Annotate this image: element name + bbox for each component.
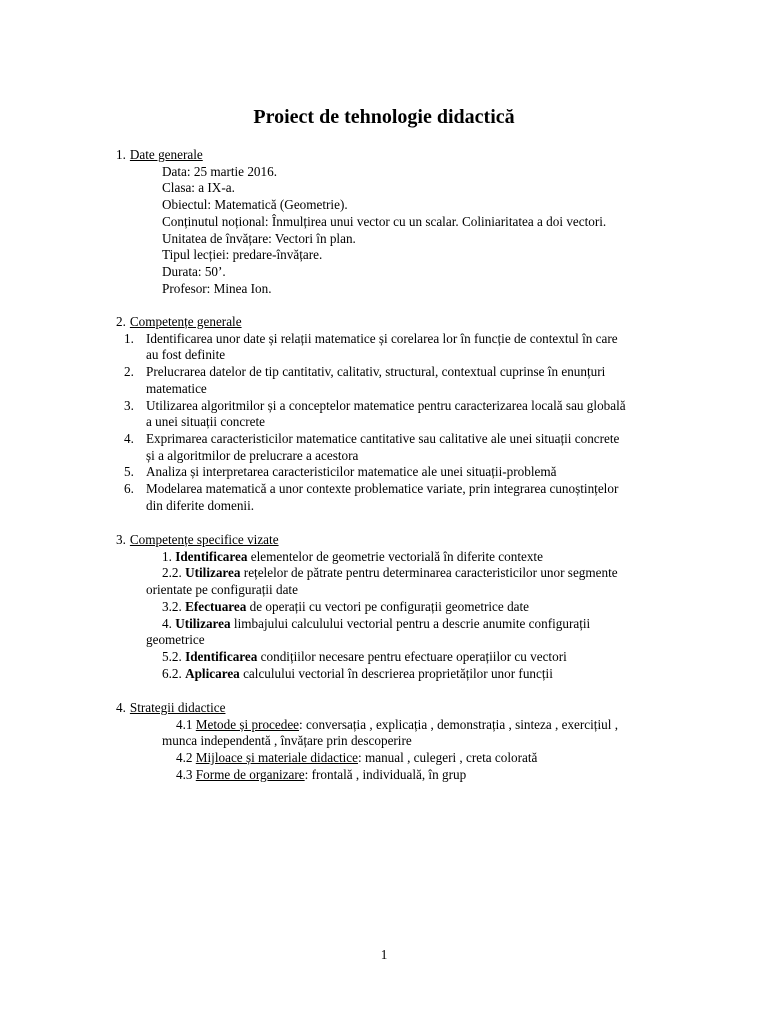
general-data-line: Profesor: Minea Ion. [162, 280, 272, 296]
general-data-line: Data: 25 martie 2016. [162, 163, 277, 179]
list-item: 1. Identificarea elementelor de geometrie vectorială în diferite contexte [162, 548, 543, 564]
section-title: Strategii didactice [129, 700, 226, 715]
section-date-generale [116, 147, 716, 297]
list-item: 3. Utilizarea algoritmilor și a conceptelor matematice pentru caracterizarea locală sau globală a unei situații concrete [124, 397, 626, 430]
list-item: 4. Exprimarea caracteristicilor matematice cantitative sau calitative ale unei situații concrete și a algoritmilor de prelucrare a acestora [124, 430, 620, 463]
general-data-line: Conținutul noțional: Înmulțirea unui vector cu un scalar. Coliniaritatea a doi vectori. [162, 213, 607, 229]
general-data-line: Durata: 50’. [162, 263, 226, 279]
general-data-list [116, 164, 716, 298]
general-data-line: Unitatea de învățare: Vectori în plan. [162, 230, 356, 246]
general-data-line: Obiectul: Matematică (Geometrie). [162, 197, 348, 213]
section-title: Competențe specifice vizate [129, 532, 279, 547]
competence-list [116, 331, 716, 515]
list-item: 4.1 Metode și procedee: conversația , explicația , demonstrația , sinteza , exercițiul , munca independentă , învățare prin descoperire [162, 716, 618, 749]
list-item: 3.2. Efectuarea de operații cu vectori pe configurații geometrice date [162, 598, 530, 614]
section-number: 1. [116, 147, 126, 162]
list-item: 1. Identificarea unor date și relații matematice și corelarea lor în funcție de contextul în care au fost definite [124, 330, 618, 363]
list-item: 4. Utilizarea limbajului calculului vectorial pentru a descrie anumite configurații geometrice [146, 615, 591, 648]
list-item: 2.2. Utilizarea rețelelor de pătrate pentru determinarea caracteristicilor unor segmente orientate pe configurații date [146, 565, 618, 598]
list-item: 6.2. Aplicarea calculului vectorial în descrierea proprietăților unor funcții [162, 665, 553, 681]
specific-competence-list [116, 549, 716, 683]
section-number: 4. [116, 700, 126, 715]
strategy-list [116, 717, 716, 784]
list-item: 5.2. Identificarea condițiilor necesare pentru efectuare operațiilor cu vectori [162, 648, 567, 664]
section-title: Competențe generale [129, 314, 242, 329]
section-strategii-didactice [116, 700, 716, 784]
list-item: 6. Modelarea matematică a unor contexte problematice variate, prin integrarea cunoștințelor din diferite domenii. [124, 481, 619, 513]
general-data-line: Tipul lecției: predare-învățare. [162, 247, 323, 263]
section-number: 3. [116, 532, 126, 547]
list-item: 4.2 Mijloace și materiale didactice: manual , culegeri , creta colorată [176, 750, 538, 766]
list-item: 5. Analiza și interpretarea caracteristicilor matematice ale unei situații-problemă [124, 464, 557, 480]
document-title: Proiect de tehnologie didactică [253, 106, 515, 128]
general-data-line: Clasa: a IX-a. [162, 180, 235, 196]
section-number: 2. [116, 314, 126, 329]
section-competente-generale [116, 314, 716, 514]
list-item: 2. Prelucrarea datelor de tip cantitativ, calitativ, structural, contextual cuprinse în enunțuri matematice [124, 364, 606, 396]
list-item: 4.3 Forme de organizare: frontală , individuală, în grup [176, 766, 467, 782]
section-title: Date generale [129, 147, 203, 162]
section-competente-specifice [116, 532, 716, 682]
page-number: 1 [380, 947, 388, 962]
